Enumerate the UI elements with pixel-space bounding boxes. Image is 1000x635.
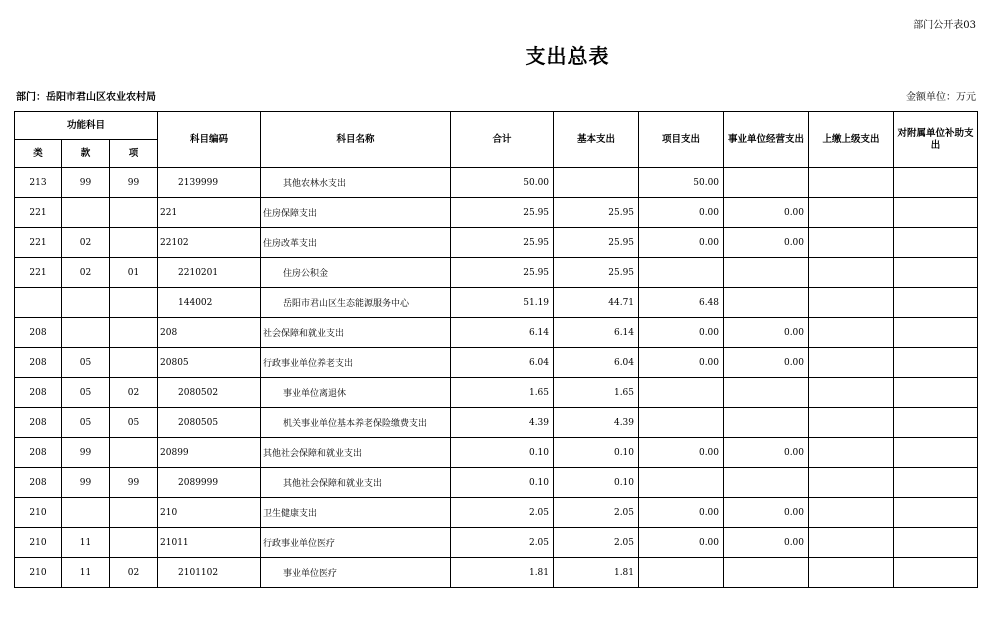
total-cell: 1.65	[451, 378, 554, 408]
table-row	[15, 258, 978, 288]
lei-cell: 210	[15, 498, 62, 528]
subsidy-cell	[894, 288, 978, 318]
lei-cell: 210	[15, 558, 62, 588]
name-cell: 行政事业单位养老支出	[261, 348, 451, 378]
total-cell: 25.95	[451, 228, 554, 258]
xiang-cell	[110, 498, 158, 528]
xiang-cell	[110, 228, 158, 258]
total-cell: 51.19	[451, 288, 554, 318]
table-row	[15, 408, 978, 438]
business-expense-cell: 0.00	[724, 318, 809, 348]
name-cell: 岳阳市君山区生态能源服务中心	[261, 288, 451, 318]
code-cell: 2210201	[158, 258, 261, 288]
code-cell: 22102	[158, 228, 261, 258]
total-cell: 2.05	[451, 528, 554, 558]
xiang-cell: 05	[110, 408, 158, 438]
page-title: 支出总表	[525, 44, 610, 68]
total-cell: 50.00	[451, 168, 554, 198]
subsidy-cell	[894, 258, 978, 288]
kuan-cell	[62, 198, 110, 228]
subsidy-cell	[894, 168, 978, 198]
lei-cell: 208	[15, 378, 62, 408]
lei-cell	[15, 288, 62, 318]
xiang-header: 项	[110, 140, 158, 168]
business-expense-header: 事业单位经营支出	[724, 112, 809, 168]
subsidy-cell	[894, 348, 978, 378]
remit-upper-cell	[809, 288, 894, 318]
project-expense-header: 项目支出	[639, 112, 724, 168]
name-cell: 机关事业单位基本养老保险缴费支出	[261, 408, 451, 438]
subsidy-cell	[894, 438, 978, 468]
project-expense-cell: 6.48	[639, 288, 724, 318]
name-cell: 其他社会保障和就业支出	[261, 438, 451, 468]
xiang-cell	[110, 198, 158, 228]
remit-upper-cell	[809, 528, 894, 558]
department-label: 部门：岳阳市君山区农业农村局	[16, 92, 156, 103]
remit-upper-cell	[809, 258, 894, 288]
name-cell: 事业单位医疗	[261, 558, 451, 588]
kuan-cell	[62, 288, 110, 318]
xiang-cell: 02	[110, 378, 158, 408]
subsidy-cell	[894, 558, 978, 588]
remit-upper-cell	[809, 468, 894, 498]
business-expense-cell: 0.00	[724, 228, 809, 258]
total-cell: 6.14	[451, 318, 554, 348]
lei-cell: 208	[15, 348, 62, 378]
table-row	[15, 468, 978, 498]
xiang-cell: 99	[110, 468, 158, 498]
code-cell: 2080505	[158, 408, 261, 438]
subsidy-cell	[894, 318, 978, 348]
table-row	[15, 168, 978, 198]
lei-cell: 221	[15, 258, 62, 288]
name-cell: 社会保障和就业支出	[261, 318, 451, 348]
code-cell: 2139999	[158, 168, 261, 198]
total-cell: 1.81	[451, 558, 554, 588]
table-row	[15, 198, 978, 228]
code-header: 科目编码	[158, 112, 261, 168]
table-row	[15, 318, 978, 348]
subsidy-cell	[894, 528, 978, 558]
amount-unit-label: 金额单位：万元	[906, 92, 976, 103]
subsidy-cell	[894, 498, 978, 528]
basic-expense-header: 基本支出	[554, 112, 639, 168]
basic-expense-cell: 0.10	[554, 468, 639, 498]
code-cell: 210	[158, 498, 261, 528]
business-expense-cell	[724, 288, 809, 318]
code-cell: 2089999	[158, 468, 261, 498]
project-expense-cell	[639, 408, 724, 438]
name-header: 科目名称	[261, 112, 451, 168]
total-cell: 25.95	[451, 258, 554, 288]
subsidy-header: 对附属单位补助支出	[894, 112, 978, 168]
kuan-cell: 99	[62, 168, 110, 198]
project-expense-cell: 0.00	[639, 528, 724, 558]
xiang-cell	[110, 528, 158, 558]
kuan-cell: 05	[62, 378, 110, 408]
code-cell: 221	[158, 198, 261, 228]
remit-upper-cell	[809, 558, 894, 588]
table-row	[15, 558, 978, 588]
name-cell: 行政事业单位医疗	[261, 528, 451, 558]
basic-expense-cell: 25.95	[554, 228, 639, 258]
business-expense-cell	[724, 558, 809, 588]
code-cell: 2101102	[158, 558, 261, 588]
kuan-cell: 11	[62, 528, 110, 558]
code-cell: 20805	[158, 348, 261, 378]
basic-expense-cell: 0.10	[554, 438, 639, 468]
table-row	[15, 288, 978, 318]
project-expense-cell: 0.00	[639, 498, 724, 528]
subsidy-cell	[894, 198, 978, 228]
project-expense-cell: 0.00	[639, 228, 724, 258]
basic-expense-cell: 2.05	[554, 528, 639, 558]
table-row	[15, 348, 978, 378]
name-cell: 其他农林水支出	[261, 168, 451, 198]
basic-expense-cell: 25.95	[554, 258, 639, 288]
business-expense-cell: 0.00	[724, 528, 809, 558]
name-cell: 卫生健康支出	[261, 498, 451, 528]
name-cell: 住房保障支出	[261, 198, 451, 228]
table-row	[15, 378, 978, 408]
code-cell: 21011	[158, 528, 261, 558]
lei-cell: 208	[15, 438, 62, 468]
project-expense-cell: 0.00	[639, 318, 724, 348]
xiang-cell	[110, 348, 158, 378]
business-expense-cell: 0.00	[724, 438, 809, 468]
subsidy-cell	[894, 468, 978, 498]
project-expense-cell: 0.00	[639, 438, 724, 468]
project-expense-cell: 50.00	[639, 168, 724, 198]
kuan-cell	[62, 498, 110, 528]
lei-cell: 213	[15, 168, 62, 198]
basic-expense-cell: 44.71	[554, 288, 639, 318]
business-expense-cell: 0.00	[724, 498, 809, 528]
basic-expense-cell: 6.14	[554, 318, 639, 348]
basic-expense-cell: 25.95	[554, 198, 639, 228]
kuan-cell: 02	[62, 228, 110, 258]
basic-expense-cell	[554, 168, 639, 198]
table-row	[15, 498, 978, 528]
remit-upper-cell	[809, 168, 894, 198]
subsidy-cell	[894, 378, 978, 408]
kuan-cell: 11	[62, 558, 110, 588]
xiang-cell	[110, 318, 158, 348]
subsidy-cell	[894, 408, 978, 438]
project-expense-cell	[639, 378, 724, 408]
remit-upper-cell	[809, 318, 894, 348]
kuan-cell: 99	[62, 468, 110, 498]
lei-header: 类	[15, 140, 62, 168]
xiang-cell	[110, 288, 158, 318]
project-expense-cell: 0.00	[639, 348, 724, 378]
business-expense-cell: 0.00	[724, 198, 809, 228]
total-cell: 6.04	[451, 348, 554, 378]
kuan-cell: 05	[62, 408, 110, 438]
total-cell: 25.95	[451, 198, 554, 228]
xiang-cell: 99	[110, 168, 158, 198]
lei-cell: 208	[15, 318, 62, 348]
total-cell: 0.10	[451, 468, 554, 498]
name-cell: 住房改革支出	[261, 228, 451, 258]
remit-upper-cell	[809, 498, 894, 528]
business-expense-cell: 0.00	[724, 348, 809, 378]
name-cell: 其他社会保障和就业支出	[261, 468, 451, 498]
business-expense-cell	[724, 168, 809, 198]
code-cell: 2080502	[158, 378, 261, 408]
code-cell: 208	[158, 318, 261, 348]
subsidy-cell	[894, 228, 978, 258]
code-cell: 20899	[158, 438, 261, 468]
basic-expense-cell: 1.65	[554, 378, 639, 408]
xiang-cell: 02	[110, 558, 158, 588]
basic-expense-cell: 6.04	[554, 348, 639, 378]
table-row	[15, 528, 978, 558]
kuan-header: 款	[62, 140, 110, 168]
remit-upper-cell	[809, 378, 894, 408]
lei-cell: 210	[15, 528, 62, 558]
xiang-cell	[110, 438, 158, 468]
project-expense-cell	[639, 558, 724, 588]
total-cell: 0.10	[451, 438, 554, 468]
remit-upper-cell	[809, 438, 894, 468]
business-expense-cell	[724, 378, 809, 408]
total-header: 合计	[451, 112, 554, 168]
code-cell: 144002	[158, 288, 261, 318]
business-expense-cell	[724, 258, 809, 288]
remit-upper-cell	[809, 348, 894, 378]
lei-cell: 208	[15, 468, 62, 498]
xiang-cell: 01	[110, 258, 158, 288]
kuan-cell: 05	[62, 348, 110, 378]
project-expense-cell	[639, 258, 724, 288]
basic-expense-cell: 1.81	[554, 558, 639, 588]
remit-upper-cell	[809, 408, 894, 438]
project-expense-cell	[639, 468, 724, 498]
kuan-cell: 99	[62, 438, 110, 468]
kuan-cell	[62, 318, 110, 348]
remit-upper-cell	[809, 228, 894, 258]
basic-expense-cell: 2.05	[554, 498, 639, 528]
kuan-cell: 02	[62, 258, 110, 288]
table-row	[15, 438, 978, 468]
table-row	[15, 228, 978, 258]
lei-cell: 208	[15, 408, 62, 438]
expenditure-table	[14, 111, 978, 588]
function-subject-header: 功能科目	[15, 112, 158, 140]
project-expense-cell: 0.00	[639, 198, 724, 228]
lei-cell: 221	[15, 198, 62, 228]
name-cell: 事业单位离退休	[261, 378, 451, 408]
remit-upper-cell	[809, 198, 894, 228]
total-cell: 4.39	[451, 408, 554, 438]
remit-upper-header: 上缴上级支出	[809, 112, 894, 168]
lei-cell: 221	[15, 228, 62, 258]
form-number: 部门公开表03	[913, 20, 976, 31]
business-expense-cell	[724, 468, 809, 498]
name-cell: 住房公积金	[261, 258, 451, 288]
total-cell: 2.05	[451, 498, 554, 528]
basic-expense-cell: 4.39	[554, 408, 639, 438]
business-expense-cell	[724, 408, 809, 438]
